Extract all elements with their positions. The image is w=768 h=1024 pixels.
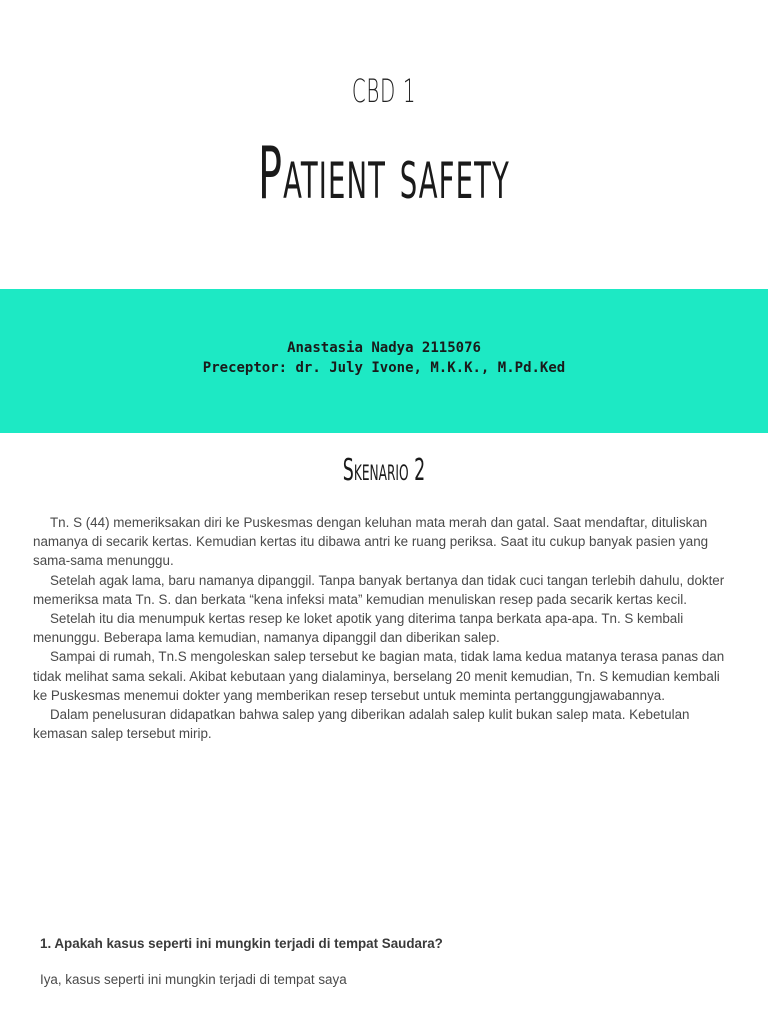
document-title: Patient safety	[258, 131, 510, 215]
preceptor-name: Preceptor: dr. July Ivone, M.K.K., M.Pd.Ked	[202, 360, 566, 376]
answer-1: Iya, kasus seperti ini mungkin terjadi di tempat saya	[40, 972, 347, 987]
scenario-paragraph: Dalam penelusuran didapatkan bahwa salep yang diberikan adalah salep kulit bukan salep mata. Kebetulan kemasan salep tersebut mirip.	[33, 707, 690, 742]
scenario-title: Skenario 2	[342, 453, 426, 488]
scenario-paragraph: Tn. S (44) memeriksakan diri ke Puskesmas dengan keluhan mata merah dan gatal. Saat mendaftar, dituliskan namanya di secarik kertas. Kemudian kertas itu dibawa antri ke ruang periksa. Saat itu cukup banyak pasien yang sama-sama menunggu.	[33, 515, 709, 569]
document-subtitle: CBD 1	[351, 72, 417, 110]
scenario-paragraph: Setelah itu dia menumpuk kertas resep ke loket apotik yang diterima tanpa berkata apa-apa. Tn. S kembali menunggu. Beberapa lama kemudian, namanya dipanggil dan diberikan salep.	[33, 611, 684, 646]
scenario-text	[33, 513, 733, 743]
author-block	[0, 338, 768, 378]
question-1: 1. Apakah kasus seperti ini mungkin terjadi di tempat Saudara?	[40, 936, 443, 951]
scenario-paragraph: Setelah agak lama, baru namanya dipanggil. Tanpa banyak bertanya dan tidak cuci tangan terlebih dahulu, dokter memeriksa mata Tn. S. dan berkata “kena infeksi mata” kemudian menuliskan resep pada secarik kertas kecil.	[33, 572, 725, 607]
scenario-paragraph: Sampai di rumah, Tn.S mengoleskan salep tersebut ke bagian mata, tidak lama kedua matanya terasa panas dan tidak melihat sama sekali. Akibat kebutaan yang dialaminya, berselang 20 menit kemudian, Tn. S kemudian kembali ke Puskesmas menemui dokter yang memberikan resep tersebut untuk meminta pertanggungjawabannya.	[33, 649, 725, 703]
author-name: Anastasia Nadya 2115076	[287, 340, 481, 356]
